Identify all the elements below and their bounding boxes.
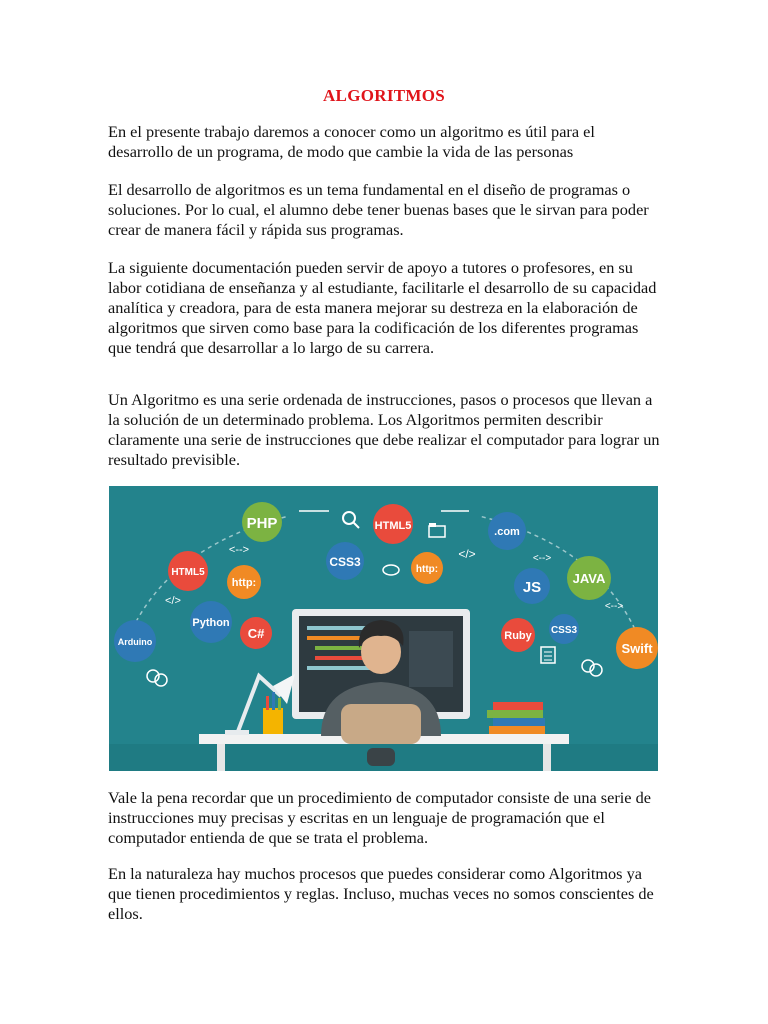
com-label: .com — [494, 526, 520, 538]
pencil-cup — [263, 708, 283, 734]
code-symbol-c: <--> — [532, 553, 552, 564]
arduino-label: Arduino — [117, 637, 153, 647]
paragraph-intro: En el presente trabajo daremos a conocer como un algoritmo es útil para el desarrollo de un programa, de modo que cambie la vida de las personas — [108, 122, 595, 161]
code-panel — [409, 631, 453, 687]
js-label: JS — [522, 579, 542, 596]
http-left-label: http: — [231, 577, 257, 589]
paragraph-documentation: La siguiente documentación pueden servir de apoyo a tutores o profesores, en su labor cotidiana de enseñanza y al estudiante, facilitarle el desarrollo de su capacidad analítica y creadora, para de esta manera mejorar su destreza en la elaboración de algoritmos que sirven como base para la codificación de los diferentes programas que tendrá que desarrollar a lo largo de su carrera. — [108, 258, 657, 357]
code-symbol-e: <--> — [604, 601, 624, 612]
css3-right-label: CSS3 — [550, 625, 578, 636]
desk-leg-left — [217, 744, 225, 771]
book-2 — [493, 718, 545, 726]
code-symbol-d: </> — [165, 595, 181, 607]
programming-illustration — [109, 486, 658, 771]
document-title: ALGORITMOS — [322, 86, 446, 105]
code-symbol-a: <--> — [228, 544, 250, 556]
csharp-label: C# — [247, 626, 265, 641]
pencil-3 — [278, 698, 281, 710]
pencil-1 — [266, 696, 269, 710]
desk-leg-right — [543, 744, 551, 771]
illustration-svg — [109, 486, 658, 771]
chair-back — [341, 704, 421, 744]
code-line-1 — [307, 626, 367, 630]
python-label: Python — [192, 617, 230, 629]
java-label: JAVA — [572, 571, 606, 586]
chair-base — [367, 748, 395, 766]
php-label: PHP — [246, 515, 278, 532]
paragraph-importance: El desarrollo de algoritmos es un tema fundamental en el diseño de programas o soluciones. Por lo cual, el alumno debe tener buenas bases que le sirvan para poder crear de manera fácil y rápida sus programas. — [108, 180, 649, 239]
html5-left-label: HTML5 — [171, 567, 205, 578]
swift-label: Swift — [621, 641, 653, 656]
book-3 — [487, 710, 543, 718]
http-mid-label: http: — [415, 564, 439, 575]
paragraph-nature: En la naturaleza hay muchos procesos que puedes considerar como Algoritmos ya que tienen procedimientos y reglas. Incluso, muchas veces no somos conscientes de ellos. — [108, 864, 654, 923]
code-line-4 — [315, 656, 365, 660]
pencil-2 — [272, 692, 275, 710]
html5-top-label: HTML5 — [374, 520, 412, 532]
paragraph-procedure: Vale la pena recordar que un procedimiento de computador consiste de una serie de instrucciones muy precisas y escritas en un lenguaje de programación que el computador entienda de que se trata el problema. — [108, 788, 651, 847]
css3-top-label: CSS3 — [329, 555, 361, 569]
lamp-base — [225, 730, 249, 735]
paragraph-definition: Un Algoritmo es una serie ordenada de instrucciones, pasos o procesos que llevan a la solución de un determinado problema. Los Algoritmos permiten describir claramente una serie de instrucciones que debe realizar el computador para lograr un resultado previsible. — [108, 390, 660, 469]
book-4 — [493, 702, 543, 710]
code-symbol-b: </> — [458, 547, 476, 561]
ruby-label: Ruby — [504, 630, 532, 642]
book-1 — [489, 726, 545, 734]
